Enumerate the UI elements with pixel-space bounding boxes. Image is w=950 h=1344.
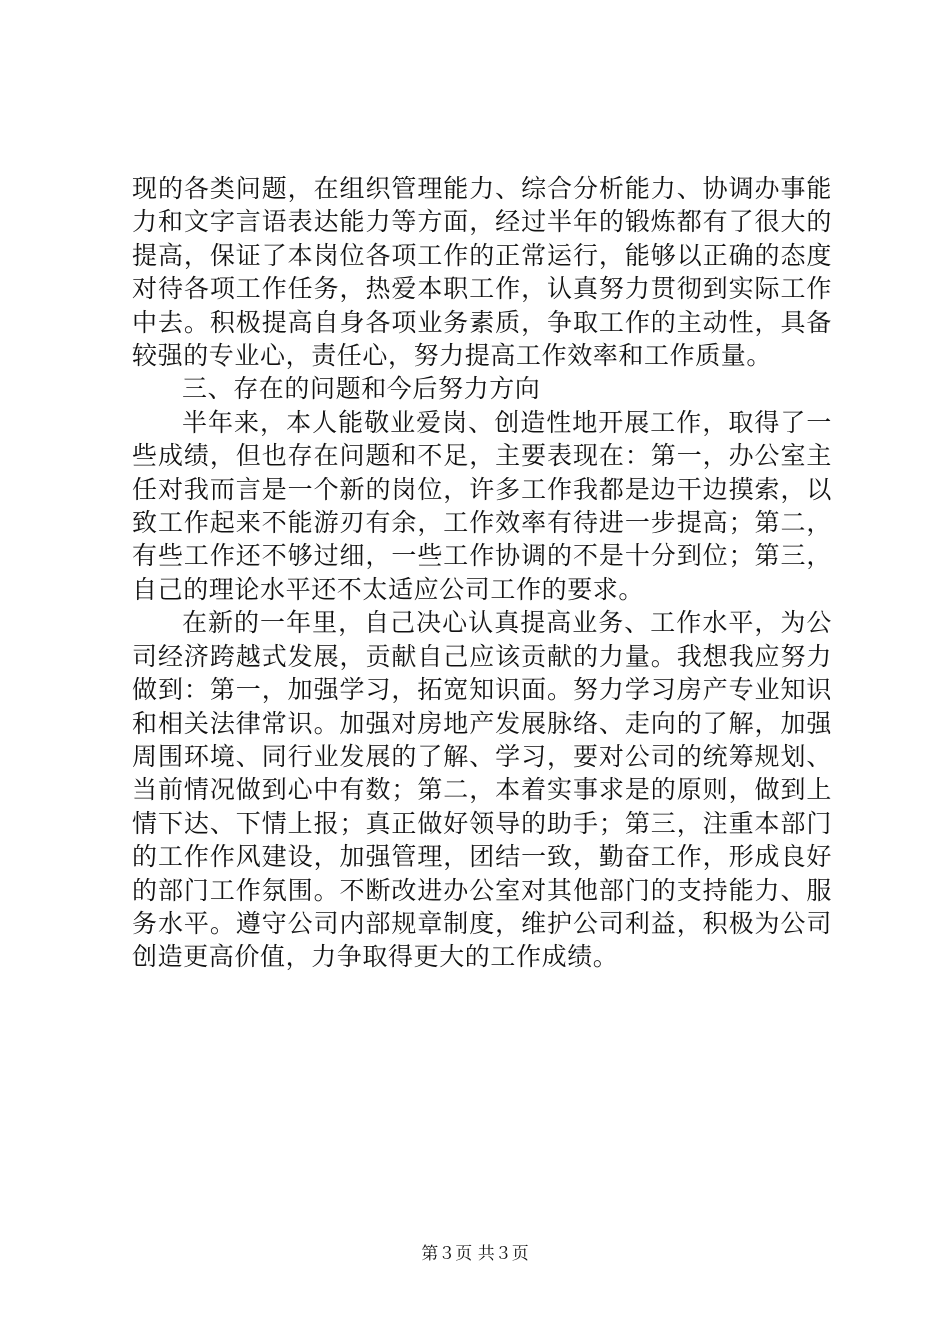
page-number-footer: 第３页 共３页 [421, 1244, 529, 1264]
paragraph-problems: 半年来，本人能敬业爱岗、创造性地开展工作，取得了一些成绩，但也存在问题和不足，主要表现在：第一，办公室主任对我而言是一个新的岗位，许多工作我都是边干边摸索，以致工作起来不能游刃有余，工作效率有待进一步提高；第二，有些工作还不够过细，一些工作协调的不是十分到位；第三，自己的理论水平还不太适应公司工作的要求。 [132, 407, 832, 604]
document-body [132, 172, 832, 974]
section-heading: 三、存在的问题和今后努力方向 [182, 374, 541, 404]
paragraph-plans: 在新的一年里，自己决心认真提高业务、工作水平，为公司经济跨越式发展，贡献自己应该贡献的力量。我想我应努力做到：第一，加强学习，拓宽知识面。努力学习房产专业知识和相关法律常识。加强对房地产发展脉络、走向的了解，加强周围环境、同行业发展的了解、学习，要对公司的统筹规划、当前情况做到心中有数；第二，本着实事求是的原则，做到上情下达、下情上报；真正做好领导的助手；第三，注重本部门的工作作风建设，加强管理，团结一致，勤奋工作，形成良好的部门工作氛围。不断改进办公室对其他部门的支持能力、服务水平。遵守公司内部规章制度，维护公司利益，积极为公司创造更高价值，力争取得更大的工作成绩。 [132, 608, 832, 972]
paragraph-continued: 现的各类问题，在组织管理能力、综合分析能力、协调办事能力和文字言语表达能力等方面，经过半年的锻炼都有了很大的提高，保证了本岗位各项工作的正常运行，能够以正确的态度对待各项工作任务，热爱本职工作，认真努力贯彻到实际工作中去。积极提高自身各项业务素质，争取工作的主动性，具备较强的专业心，责任心，努力提高工作效率和工作质量。 [132, 174, 832, 371]
